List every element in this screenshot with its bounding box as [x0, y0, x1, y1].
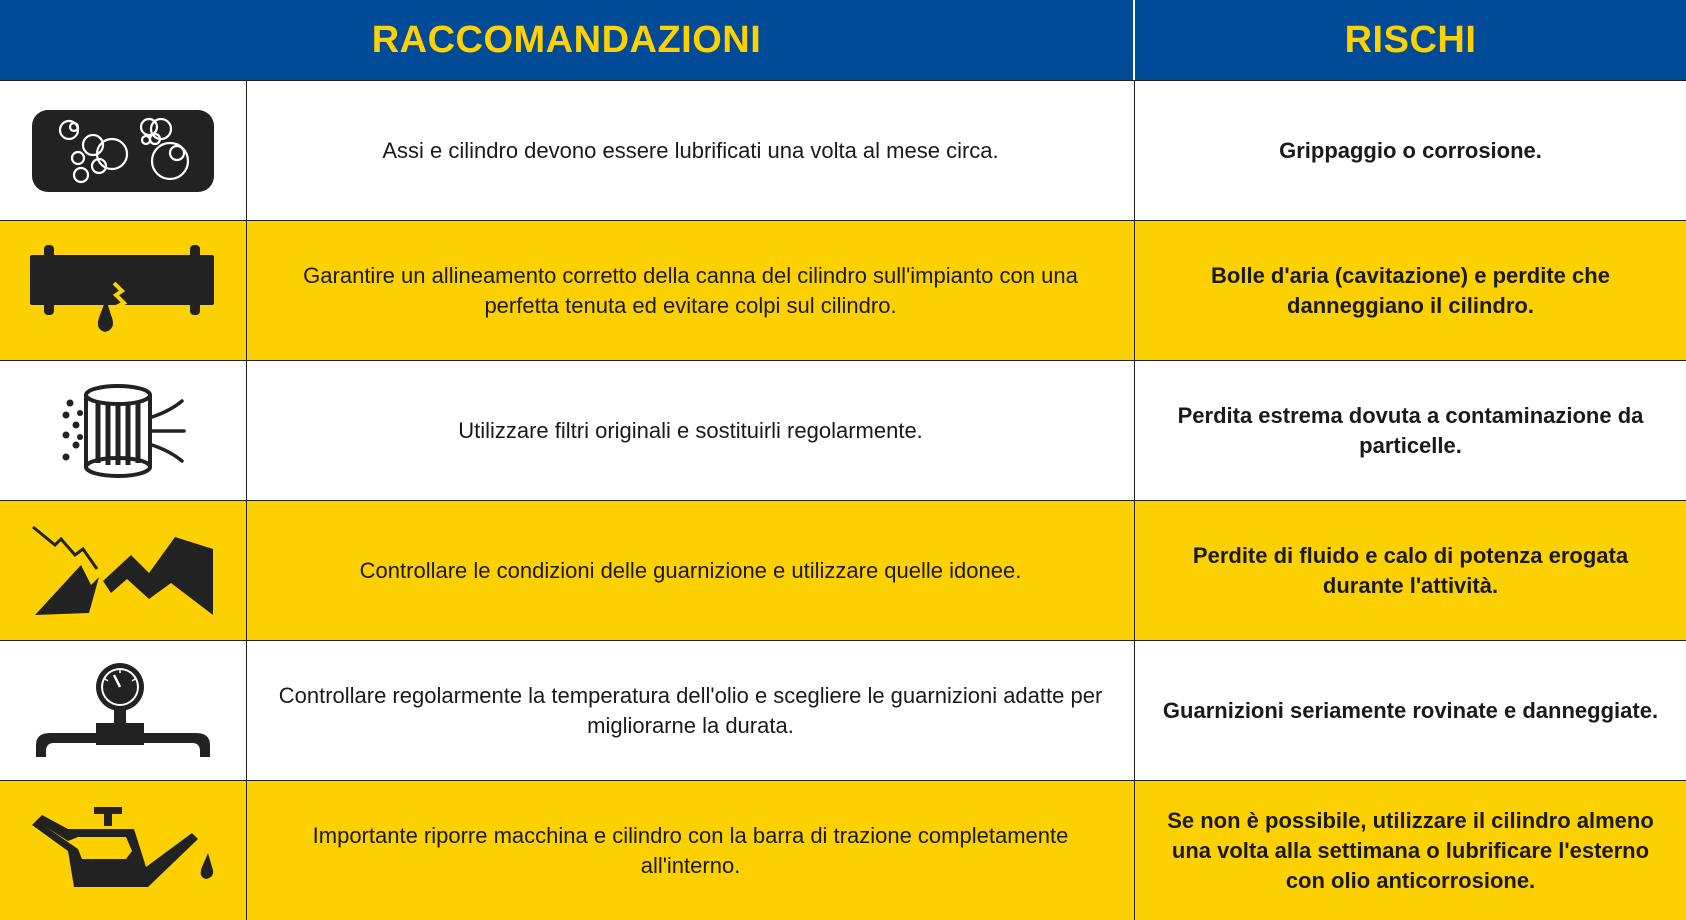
broken-seal-icon	[0, 501, 247, 640]
table-row	[0, 780, 1686, 920]
risk-text: Perdita estrema dovuta a contaminazione da particelle.	[1177, 402, 1644, 458]
risk-text: Se non è possibile, utilizzare il cilindro almeno una volta alla settimana o lubrificare l'esterno con olio anticorrosione.	[1167, 807, 1654, 893]
table-row	[0, 80, 1686, 220]
recommendation-text: Utilizzare filtri originali e sostituirli regolarmente.	[247, 361, 1135, 500]
risk-text: Perdite di fluido e calo di potenza erogata durante l'attività.	[1192, 542, 1629, 598]
recommendation-text: Controllare regolarmente la temperatura dell'olio e scegliere le guarnizioni adatte per migliorarne la durata.	[247, 641, 1135, 780]
table-row	[0, 220, 1686, 360]
table-row	[0, 360, 1686, 500]
recommendation-text: Importante riporre macchina e cilindro con la barra di trazione completamente all'interno.	[247, 781, 1135, 920]
risk-text: Guarnizioni seriamente rovinate e danneggiate.	[1162, 697, 1659, 723]
pressure-gauge-icon	[0, 641, 247, 780]
recommendation-text: Garantire un allineamento corretto della canna del cilindro sull'impianto con una perfetta tenuta ed evitare colpi sul cilindro.	[247, 221, 1135, 360]
header-risks: RISCHI	[1344, 18, 1477, 61]
recommendation-text: Assi e cilindro devono essere lubrificati una volta al mese circa.	[247, 81, 1135, 220]
risk-text: Bolle d'aria (cavitazione) e perdite che danneggiano il cilindro.	[1211, 262, 1610, 318]
leaking-pipe-icon	[0, 221, 247, 360]
bubbles-icon	[0, 81, 247, 220]
risk-text: Grippaggio o corrosione.	[1279, 137, 1542, 163]
table-header	[0, 0, 1686, 80]
header-recommendations: RACCOMANDAZIONI	[0, 0, 1135, 80]
oil-can-icon	[0, 781, 247, 920]
table-row	[0, 640, 1686, 780]
filter-icon	[0, 361, 247, 500]
table-row	[0, 500, 1686, 640]
recommendation-text: Controllare le condizioni delle guarnizione e utilizzare quelle idonee.	[247, 501, 1135, 640]
